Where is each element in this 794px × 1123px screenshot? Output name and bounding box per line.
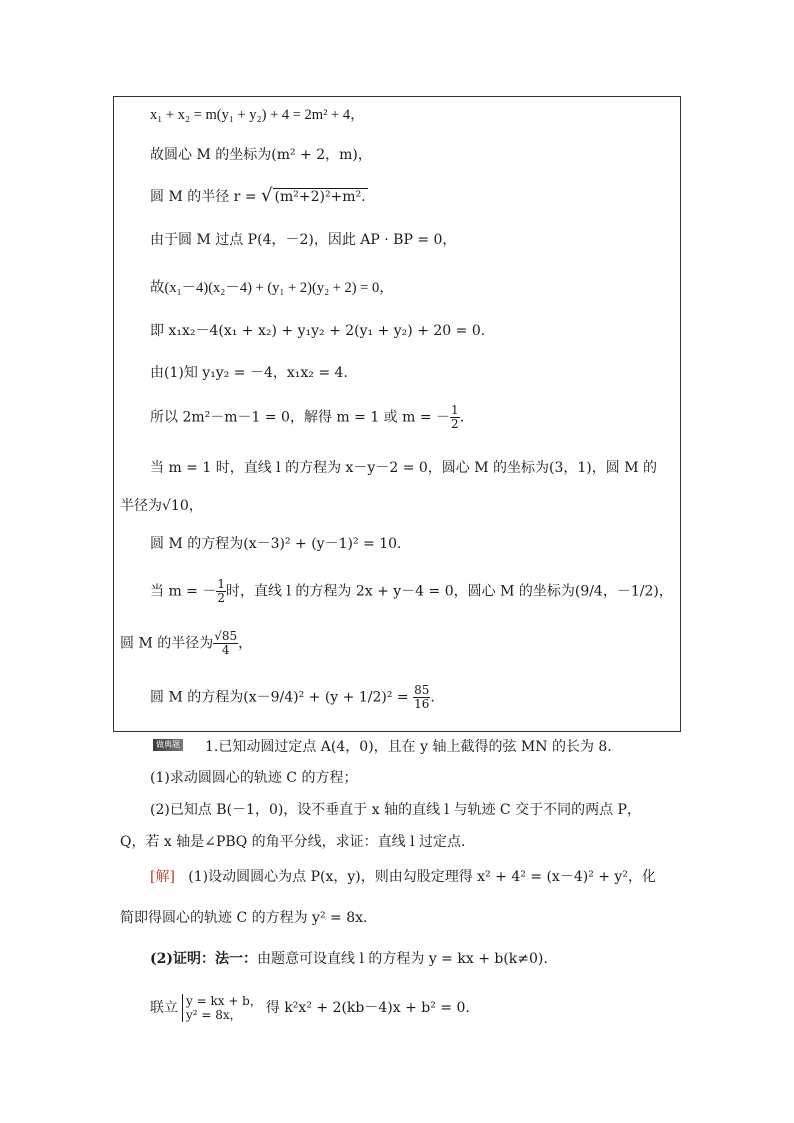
box-line-5: 故(x₁－4)(x₂－4) + (y₁ + 2)(y₂ + 2) = 0， [150, 280, 394, 296]
box-line-2: 故圆心 M 的坐标为(m² + 2，m)， [150, 147, 372, 163]
box-line-8 [150, 404, 464, 431]
box-line-11: 圆 M 的方程为(x－3)² + (y－1)² = 10. [150, 536, 402, 552]
box-line-12 [150, 578, 673, 605]
solution-line-3 [150, 950, 548, 968]
problem-q2-line2: Q，若 x 轴是∠PBQ 的角平分线，求证：直线 l 过定点. [120, 834, 466, 850]
box-line-3 [150, 187, 368, 206]
radius-label-2: 圆 M 的半径为 [120, 635, 214, 652]
solution-text-3: 由题意可设直线 l 的方程为 y = kx + b(k≠0). [257, 951, 548, 967]
box-line-7: 由(1)知 y₁y₂ = －4，x₁x₂ = 4. [150, 365, 348, 381]
solution-line-4 [150, 994, 470, 1022]
paren-close: )， [653, 583, 673, 600]
box-line-14 [150, 684, 435, 711]
center-coords: 9/4，－1/2 [580, 583, 654, 600]
solution-text-1: (1)设动圆圆心为点 P(x，y)，则由勾股定理得 x² + 4² = (x－4)² + y²，化 [188, 869, 656, 885]
box-line-1: x₁ + x₂ = m(y₁ + y₂) + 4 = 2m² + 4， [150, 107, 365, 123]
comma: ， [238, 635, 253, 652]
box-line-9: 当 m = 1 时，直线 l 的方程为 x－y－2 = 0，圆心 M 的坐标为(3，1)，圆 M 的 [150, 460, 657, 476]
system-result: 得 k²x² + 2(kb－4)x + b² = 0. [265, 1000, 470, 1016]
radius-label: 圆 M 的半径 r = [150, 189, 262, 205]
solution-tag: [解] [150, 869, 175, 885]
period: . [459, 409, 465, 426]
system-brace: y = kx + b， y² = 8x， [182, 994, 262, 1022]
problem-q1: (1)求动圆圆心的轨迹 C 的方程； [150, 770, 358, 786]
case-m-label: 当 m = － [150, 583, 217, 600]
quadratic-text: 所以 2m²－m－1 = 0，解得 m = 1 或 m = － [150, 409, 451, 426]
box-line-13 [120, 630, 252, 657]
fraction-85-16: $\frac{85}{16}$ [414, 683, 430, 711]
box-line-6: 即 x₁x₂－4(x₁ + x₂) + y₁y₂ + 2(y₁ + y₂) + 20 = 0. [150, 323, 486, 339]
box-line-10: 半径为√10， [120, 498, 203, 514]
radius-radicand: (m²+2)²+m². [274, 189, 366, 205]
case-line-text: 时，直线 l 的方程为 2x + y－4 = 0，圆心 M 的坐标为( [226, 583, 581, 600]
period-2: . [430, 689, 435, 706]
circle-equation-text: 圆 M 的方程为(x－9/4)² + (y + 1/2)² = [150, 689, 414, 706]
solution-line-2: 简即得圆心的轨迹 C 的方程为 y² = 8x. [120, 910, 368, 926]
sqrt-sign: √ [261, 185, 273, 206]
fraction-half: $\frac{1}{2}$ [451, 403, 459, 431]
proof-method-label: (2)证明：法一： [150, 951, 257, 967]
problem-q2-line1: (2)已知点 B(－1，0)，设不垂直于 x 轴的直线 l 与轨迹 C 交于不同的两点 P， [150, 802, 641, 818]
typical-problem-badge: 做典题 [153, 739, 183, 751]
fraction-radius: $\frac{√85}{4}$ [214, 629, 238, 657]
solution-line-1 [150, 868, 656, 886]
box-line-4: 由于圆 M 过点 P(4，－2)，因此 AP · BP = 0， [150, 232, 457, 248]
system-label: 联立 [150, 1000, 178, 1016]
fraction-half-2: $\frac{1}{2}$ [217, 577, 225, 605]
problem-title: 1.已知动圆过定点 A(4，0)，且在 y 轴上截得的弦 MN 的长为 8. [205, 739, 612, 755]
